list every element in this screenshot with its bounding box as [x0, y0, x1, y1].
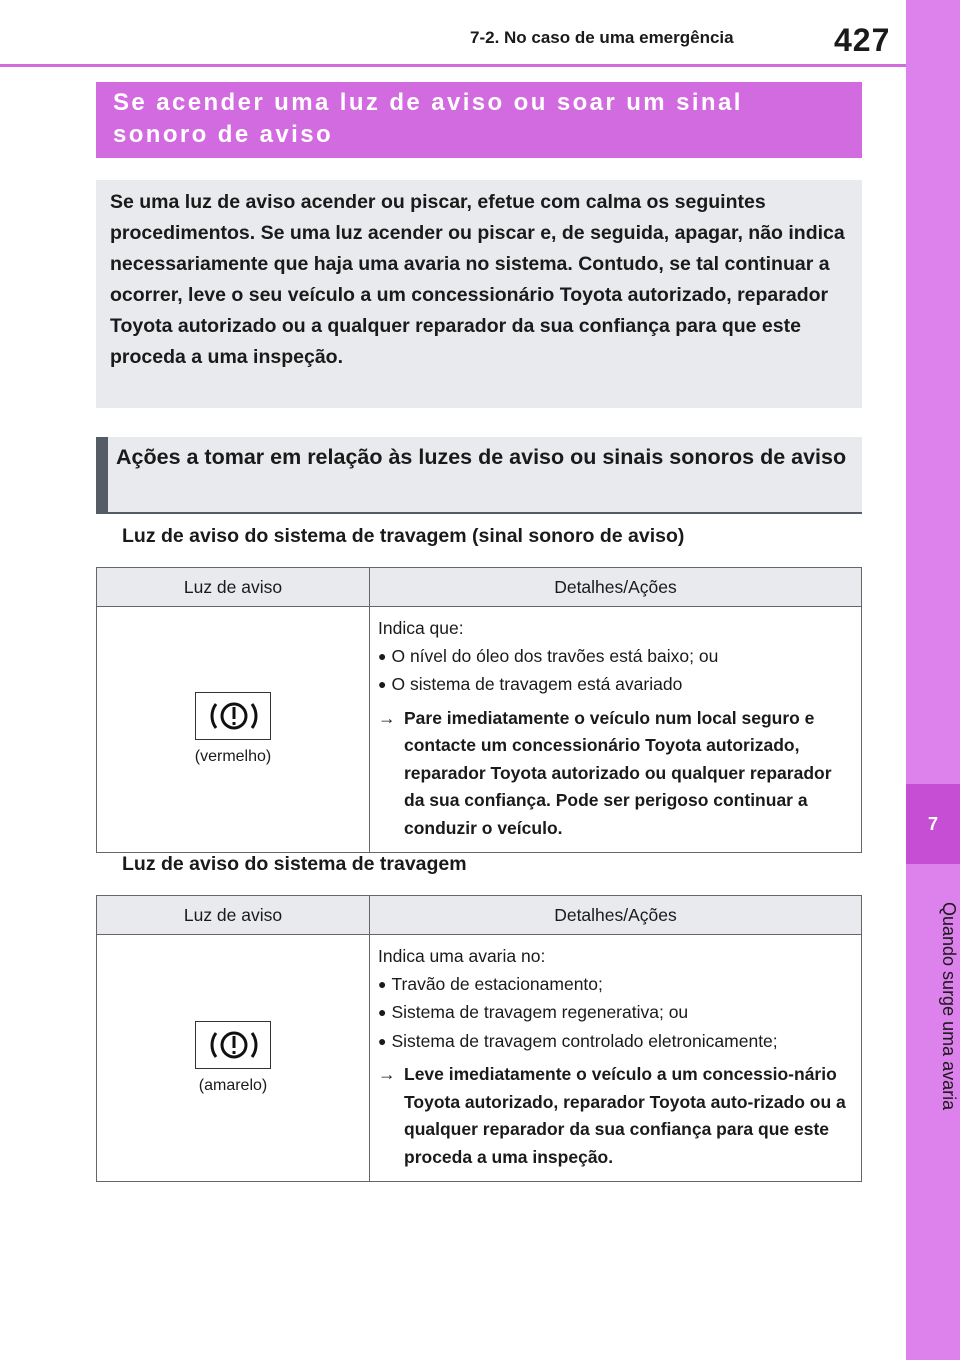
details-cell	[370, 935, 862, 1182]
chapter-title: Quando surge uma avaria	[939, 901, 959, 1111]
col-header-lamp: Luz de aviso	[97, 896, 370, 935]
item-title: Luz de aviso do sistema de travagem	[122, 853, 467, 875]
col-header-details: Detalhes/Ações	[370, 896, 862, 935]
warning-table	[96, 567, 862, 853]
page-number: 427	[834, 22, 891, 58]
warning-table	[96, 895, 862, 1182]
details-bullet: ● O sistema de travagem está avariado	[378, 671, 855, 700]
intro-text: Se uma luz de aviso acender ou piscar, efetue com calma os seguintes procedimentos. Se uma luz acender ou piscar e, de seguida, apagar, não indica necessariamente que haja uma avaria no sistema. Contudo, se tal continuar a ocorrer, leve o seu veículo a um concessionário Toyota autorizado, reparador Toyota autorizado ou a qualquer reparador da sua confiança para que este proceda a uma inspeção.	[96, 180, 862, 408]
action-instruction	[378, 1061, 855, 1171]
lamp-cell	[97, 607, 370, 853]
col-header-lamp: Luz de aviso	[97, 568, 370, 607]
action-instruction	[378, 705, 855, 843]
brake-warning-icon	[195, 692, 271, 740]
details-bullet: ● Sistema de travagem controlado eletronicamente;	[378, 1028, 855, 1057]
subsection-header: Ações a tomar em relação às luzes de aviso ou sinais sonoros de aviso	[96, 437, 862, 514]
chapter-number: 7	[906, 784, 960, 864]
action-text: Leve imediatamente o veículo a um concessio-nário Toyota autorizado, reparador Toyota auto-rizado ou a qualquer reparador da sua confiança para que este proceda a uma inspeção.	[404, 1064, 846, 1167]
details-bullet: ● Sistema de travagem regenerativa; ou	[378, 999, 855, 1028]
lamp-color-caption: (vermelho)	[194, 748, 272, 765]
header-rule	[0, 64, 906, 67]
arrow-icon: →	[378, 707, 396, 728]
details-cell	[370, 607, 862, 853]
lamp-cell	[97, 935, 370, 1182]
arrow-icon: →	[378, 1064, 396, 1084]
details-bullet: ● Travão de estacionamento;	[378, 971, 855, 1000]
details-bullet: ● O nível do óleo dos travões está baixo; ou	[378, 643, 855, 672]
section-label: 7-2. No caso de uma emergência	[470, 28, 734, 47]
action-text: Pare imediatamente o veículo num local seguro e contacte um concessionário Toyota autorizado, reparador Toyota autorizado ou qualquer reparador da sua confiança. Pode ser perigoso continuar a conduzir o veículo.	[404, 707, 832, 838]
section-title: Se acender uma luz de aviso ou soar um sinal sonoro de aviso	[96, 82, 862, 158]
item-title: Luz de aviso do sistema de travagem (sinal sonoro de aviso)	[122, 525, 685, 547]
chapter-side-tab	[906, 0, 960, 1360]
col-header-details: Detalhes/Ações	[370, 568, 862, 607]
details-lead: Indica uma avaria no:	[378, 946, 546, 966]
lamp-color-caption: (amarelo)	[198, 1076, 268, 1094]
brake-warning-icon	[195, 1021, 271, 1069]
details-lead: Indica que:	[378, 618, 464, 638]
